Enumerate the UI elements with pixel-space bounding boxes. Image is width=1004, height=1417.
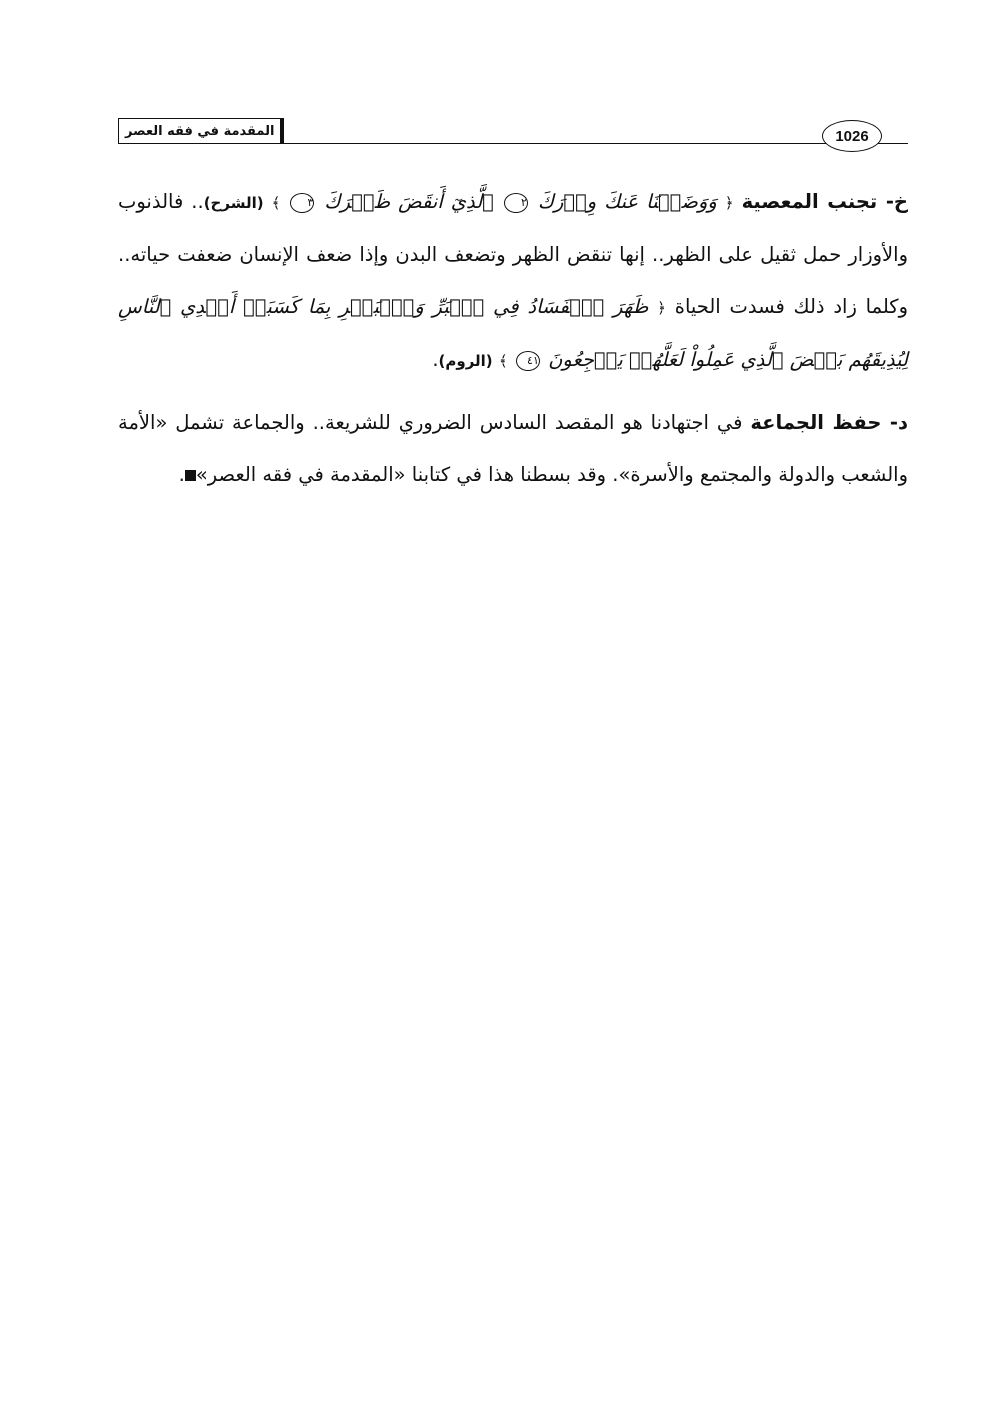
ayah-number: ٢ (504, 193, 528, 213)
section-label: خ- تجنب المعصية (741, 190, 908, 213)
surah-reference: (الشرح) (203, 194, 264, 212)
quran-verse: وَوَضَعۡنَا عَنكَ وِزۡرَكَ (537, 190, 717, 213)
running-title: المقدمة في فقه العصر (118, 118, 284, 144)
quran-open-bracket: ﴿ (657, 299, 666, 317)
page-header (118, 116, 908, 156)
sentence-end: . (178, 463, 185, 486)
ayah-number: ٣ (290, 193, 314, 213)
quran-open-bracket: ﴿ (724, 194, 734, 212)
end-square-icon (185, 470, 196, 481)
page-body (118, 176, 908, 511)
ayah-number: ٤١ (516, 351, 540, 371)
body-text: في اجتهادنا هو المقصد السادس الضروري للشريعة.. والجماعة تشمل «الأمة والشعب والدولة والمجتمع والأسرة». وقد بسطنا هذا في كتابنا «المقدمة في فقه العصر» (118, 411, 908, 486)
paragraph-avoid-sin (118, 176, 908, 387)
surah-reference: (الروم) (438, 352, 493, 370)
quran-verse: ٱلَّذِيٓ أَنقَضَ ظَهۡرَكَ (324, 190, 494, 213)
header-rule (268, 143, 908, 144)
paragraph-preserve-community (118, 397, 908, 501)
section-label: د- حفظ الجماعة (750, 411, 909, 434)
quran-verse: ظَهَرَ ٱلۡفَسَادُ فِي ٱلۡبَرِّ وَٱلۡبَحۡرِ بِمَا كَسَبَتۡ أَيۡدِي ٱلنَّاسِ لِيُذِيقَهُم بَعۡضَ ٱلَّذِي عَمِلُواْ لَعَلَّهُمۡ يَرۡجِعُونَ (118, 295, 908, 371)
sentence-end: . (432, 348, 439, 371)
quran-close-bracket: ﴾ (271, 194, 281, 212)
body-text: .. فالذنوب والأوزار حمل ثقيل على الظهر.. إنها تنقض الظهر وتضعف البدن وإذا ضعف الإنسان ضعفت حياته.. وكلما زاد ذلك فسدت الحياة (118, 190, 909, 318)
quran-close-bracket: ﴾ (498, 352, 508, 370)
page-number: 1026 (822, 120, 882, 152)
